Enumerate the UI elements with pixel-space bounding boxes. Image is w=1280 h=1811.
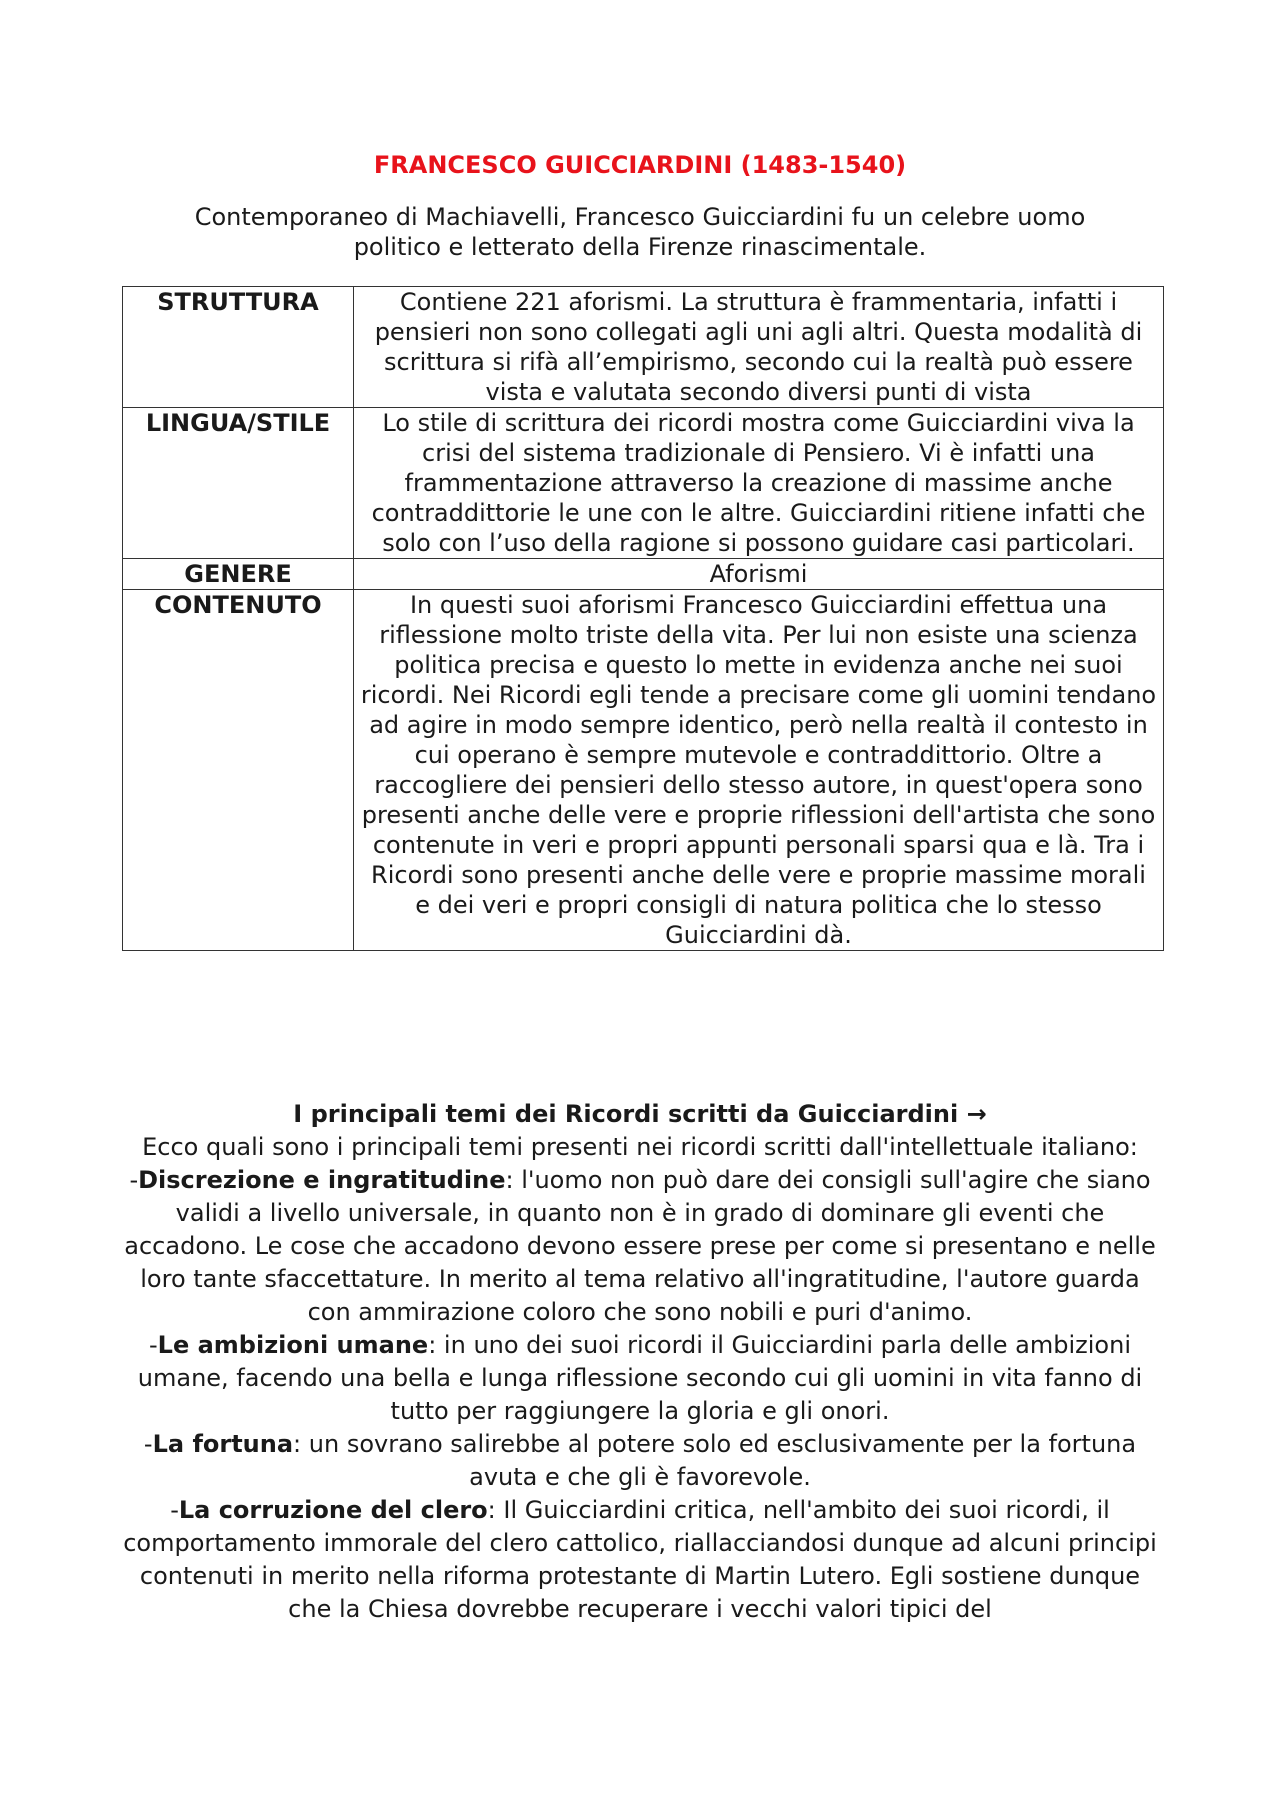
summary-table [122,286,1164,951]
theme-term: Discrezione e ingratitudine [138,1166,506,1194]
row-label: GENERE [123,559,354,590]
table-row [123,287,1164,408]
row-label: CONTENUTO [123,590,354,951]
row-value: In questi suoi aforismi Francesco Guicciardini effettua una riflessione molto triste della vita. Per lui non esiste una scienza politica precisa e questo lo mette in evidenza anche nei suoi ricordi. Nei Ricordi egli tende a precisare come gli uomini tendano ad agire in modo sempre identico, però nella realtà il contesto in cui operano è sempre mutevole e contraddittorio. Oltre a raccogliere dei pensieri dello stesso autore, in quest'opera sono presenti anche delle vere e proprie riflessioni dell'artista che sono contenute in veri e propri appunti personali sparsi qua e là. Tra i Ricordi sono presenti anche delle vere e proprie massime morali e dei veri e propri consigli di natura politica che lo stesso Guicciardini dà. [354,590,1164,951]
theme-text: : Il Guicciardini critica, nell'ambito dei suoi ricordi, il comportamento immorale del clero cattolico, riallacciandosi dunque ad alcuni principi contenuti in merito nella riforma protestante di Martin Lutero. Egli sostiene dunque che la Chiesa dovrebbe recuperare i vecchi valori tipici del [123,1496,1157,1623]
theme-item [118,1428,1162,1494]
themes-section [118,1098,1162,1626]
theme-item [118,1329,1162,1428]
row-value: Contiene 221 aforismi. La struttura è frammentaria, infatti i pensieri non sono collegati agli uni agli altri. Questa modalità di scrittura si rifà all’empirismo, secondo cui la realtà può essere vista e valutata secondo diversi punti di vista [354,287,1164,408]
theme-prefix: - [149,1331,158,1359]
theme-term: La corruzione del clero [178,1496,488,1524]
themes-intro: Ecco quali sono i principali temi presenti nei ricordi scritti dall'intellettuale italiano: [142,1133,1138,1161]
table-row [123,559,1164,590]
row-value: Aforismi [354,559,1164,590]
theme-prefix: - [129,1166,139,1194]
table-row [123,590,1164,951]
themes-heading: I principali temi dei Ricordi scritti da Guicciardini → [293,1100,987,1128]
table-row [123,408,1164,559]
theme-text: : un sovrano salirebbe al potere solo ed esclusivamente per la fortuna avuta e che gli è favorevole. [293,1430,1137,1491]
theme-item [118,1164,1162,1329]
theme-text: : in uno dei suoi ricordi il Guicciardini parla delle ambizioni umane, facendo una bella e lunga riflessione secondo cui gli uomini in vita fanno di tutto per raggiungere la gloria e gli onori. [137,1331,1143,1425]
theme-prefix: - [170,1496,179,1524]
intro-paragraph: Contemporaneo di Machiavelli, Francesco Guicciardini fu un celebre uomo politico e letterato della Firenze rinascimentale. [194,203,1086,261]
theme-prefix: - [143,1430,153,1458]
theme-term: La fortuna [152,1430,294,1458]
theme-term: Le ambizioni umane [157,1331,429,1359]
row-label: LINGUA/STILE [123,408,354,559]
theme-item [118,1494,1162,1626]
row-label: STRUTTURA [123,287,354,408]
document-title: FRANCESCO GUICCIARDINI (1483-1540) [373,151,907,179]
theme-text: : l'uomo non può dare dei consigli sull'agire che siano validi a livello universale, in quanto non è in grado di dominare gli eventi che accadono. Le cose che accadono devono essere prese per come si presentano e nelle loro tante sfaccettature. In merito al tema relativo all'ingratitudine, l'autore guarda con ammirazione coloro che sono nobili e puri d'animo. [124,1166,1156,1326]
row-value: Lo stile di scrittura dei ricordi mostra come Guicciardini viva la crisi del sistema tradizionale di Pensiero. Vi è infatti una frammentazione attraverso la creazione di massime anche contraddittorie le une con le altre. Guicciardini ritiene infatti che solo con l’uso della ragione si possono guidare casi particolari. [354,408,1164,559]
